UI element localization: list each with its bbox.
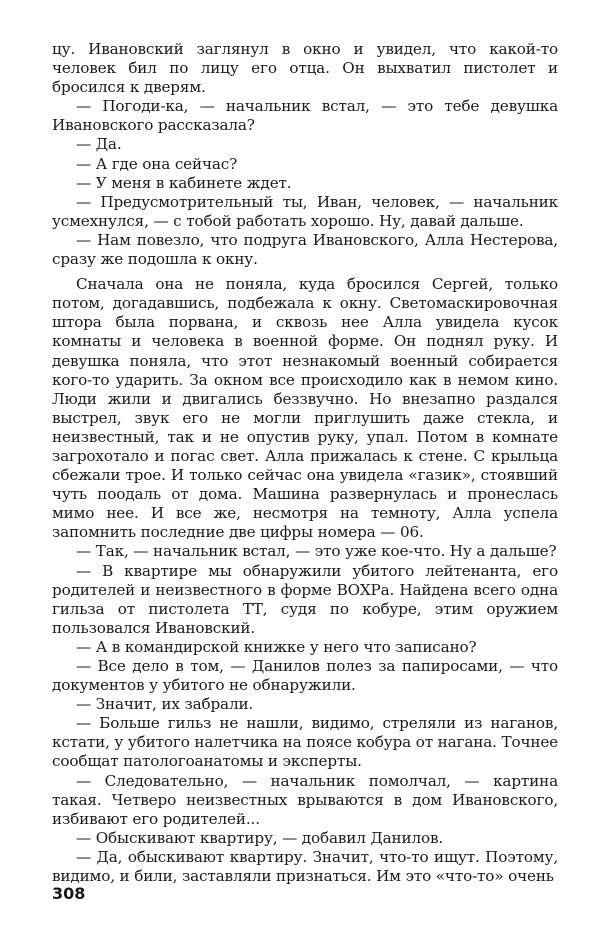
paragraph-1: цу. Ивановский заглянул в окно и увидел, что какой-то человек бил по лицу его отца. Он выхватил пистолет и бросился к дверям.: [52, 40, 558, 97]
paragraph-14: — Больше гильз не нашли, видимо, стреляли из наганов, кстати, у убитого налетчика на поясе кобура от нагана. Точнее сообщат патологоанатомы и эксперты.: [52, 714, 558, 771]
paragraph-10: — В квартире мы обнаружили убитого лейтенанта, его родителей и неизвестного в форме ВОХРа. Найдена всего одна гильза от пистолета ТТ, судя по кобуре, этим оружием пользовался Ивановский.: [52, 561, 558, 637]
paragraph-15: — Следовательно, — начальник помолчал, — картина такая. Четверо неизвестных врываются в дом Ивановского, избивают его родителей...: [52, 771, 558, 828]
paragraph-2: — Погоди-ка, — начальник встал, — это тебе девушка Ивановского рассказала?: [52, 97, 558, 135]
paragraph-3: — Да.: [76, 135, 122, 154]
page-number: 308: [52, 884, 86, 903]
paragraph-12: — Все дело в том, — Данилов полез за папиросами, — что документов у убитого не обнаружили.: [52, 657, 558, 695]
paragraph-11: — А в командирской книжке у него что записано?: [76, 637, 477, 656]
paragraph-13: — Значит, их забрали.: [76, 695, 254, 714]
book-page-text: [52, 40, 558, 886]
paragraph-7: — Нам повезло, что подруга Ивановского, Алла Нестерова, сразу же подошла к окну.: [52, 230, 558, 269]
paragraph-6: — Предусмотрительный ты, Иван, человек, — начальник усмехнулся, — с тобой работать хорошо. Ну, давай дальше.: [52, 192, 558, 230]
paragraph-5: — У меня в кабинете ждет.: [76, 173, 292, 192]
paragraph-16: — Обыскивают квартиру, — добавил Данилов.: [76, 828, 444, 847]
paragraph-4: — А где она сейчас?: [76, 154, 238, 173]
paragraph-8: Сначала она не поняла, куда бросился Сергей, только потом, догадавшись, подбежала к окну. Светомаскировочная штора была порвана, и сквозь нее Алла увидела кусок комнаты и человека в военной форме. Он поднял руку. И девушка поняла, что этот незнакомый военный собирается кого-то ударить. За окном все происходило как в немом кино. Люди жили и двигались беззвучно. Но внезапно раздался выстрел, звук его не могли приглушить даже стекла, и неизвестный, так и не опустив руку, упал. Потом в комнате загрохотало и погас свет. Алла прижалась к стене. С крыльца сбежали трое. И только сейчас она увидела «газик», стоявший чуть поодаль от дома. Машина развернулась и пронеслась мимо нее. И все же, несмотря на темноту, Алла успела запомнить последние две цифры номера — 06.: [52, 275, 558, 542]
paragraph-9: — Так, — начальник встал, — это уже кое-что. Ну а дальше?: [76, 542, 557, 561]
paragraph-17: — Да, обыскивают квартиру. Значит, что-то ищут. Поэтому, видимо, и били, заставляли признаться. Им это «что-то» очень: [52, 847, 558, 886]
